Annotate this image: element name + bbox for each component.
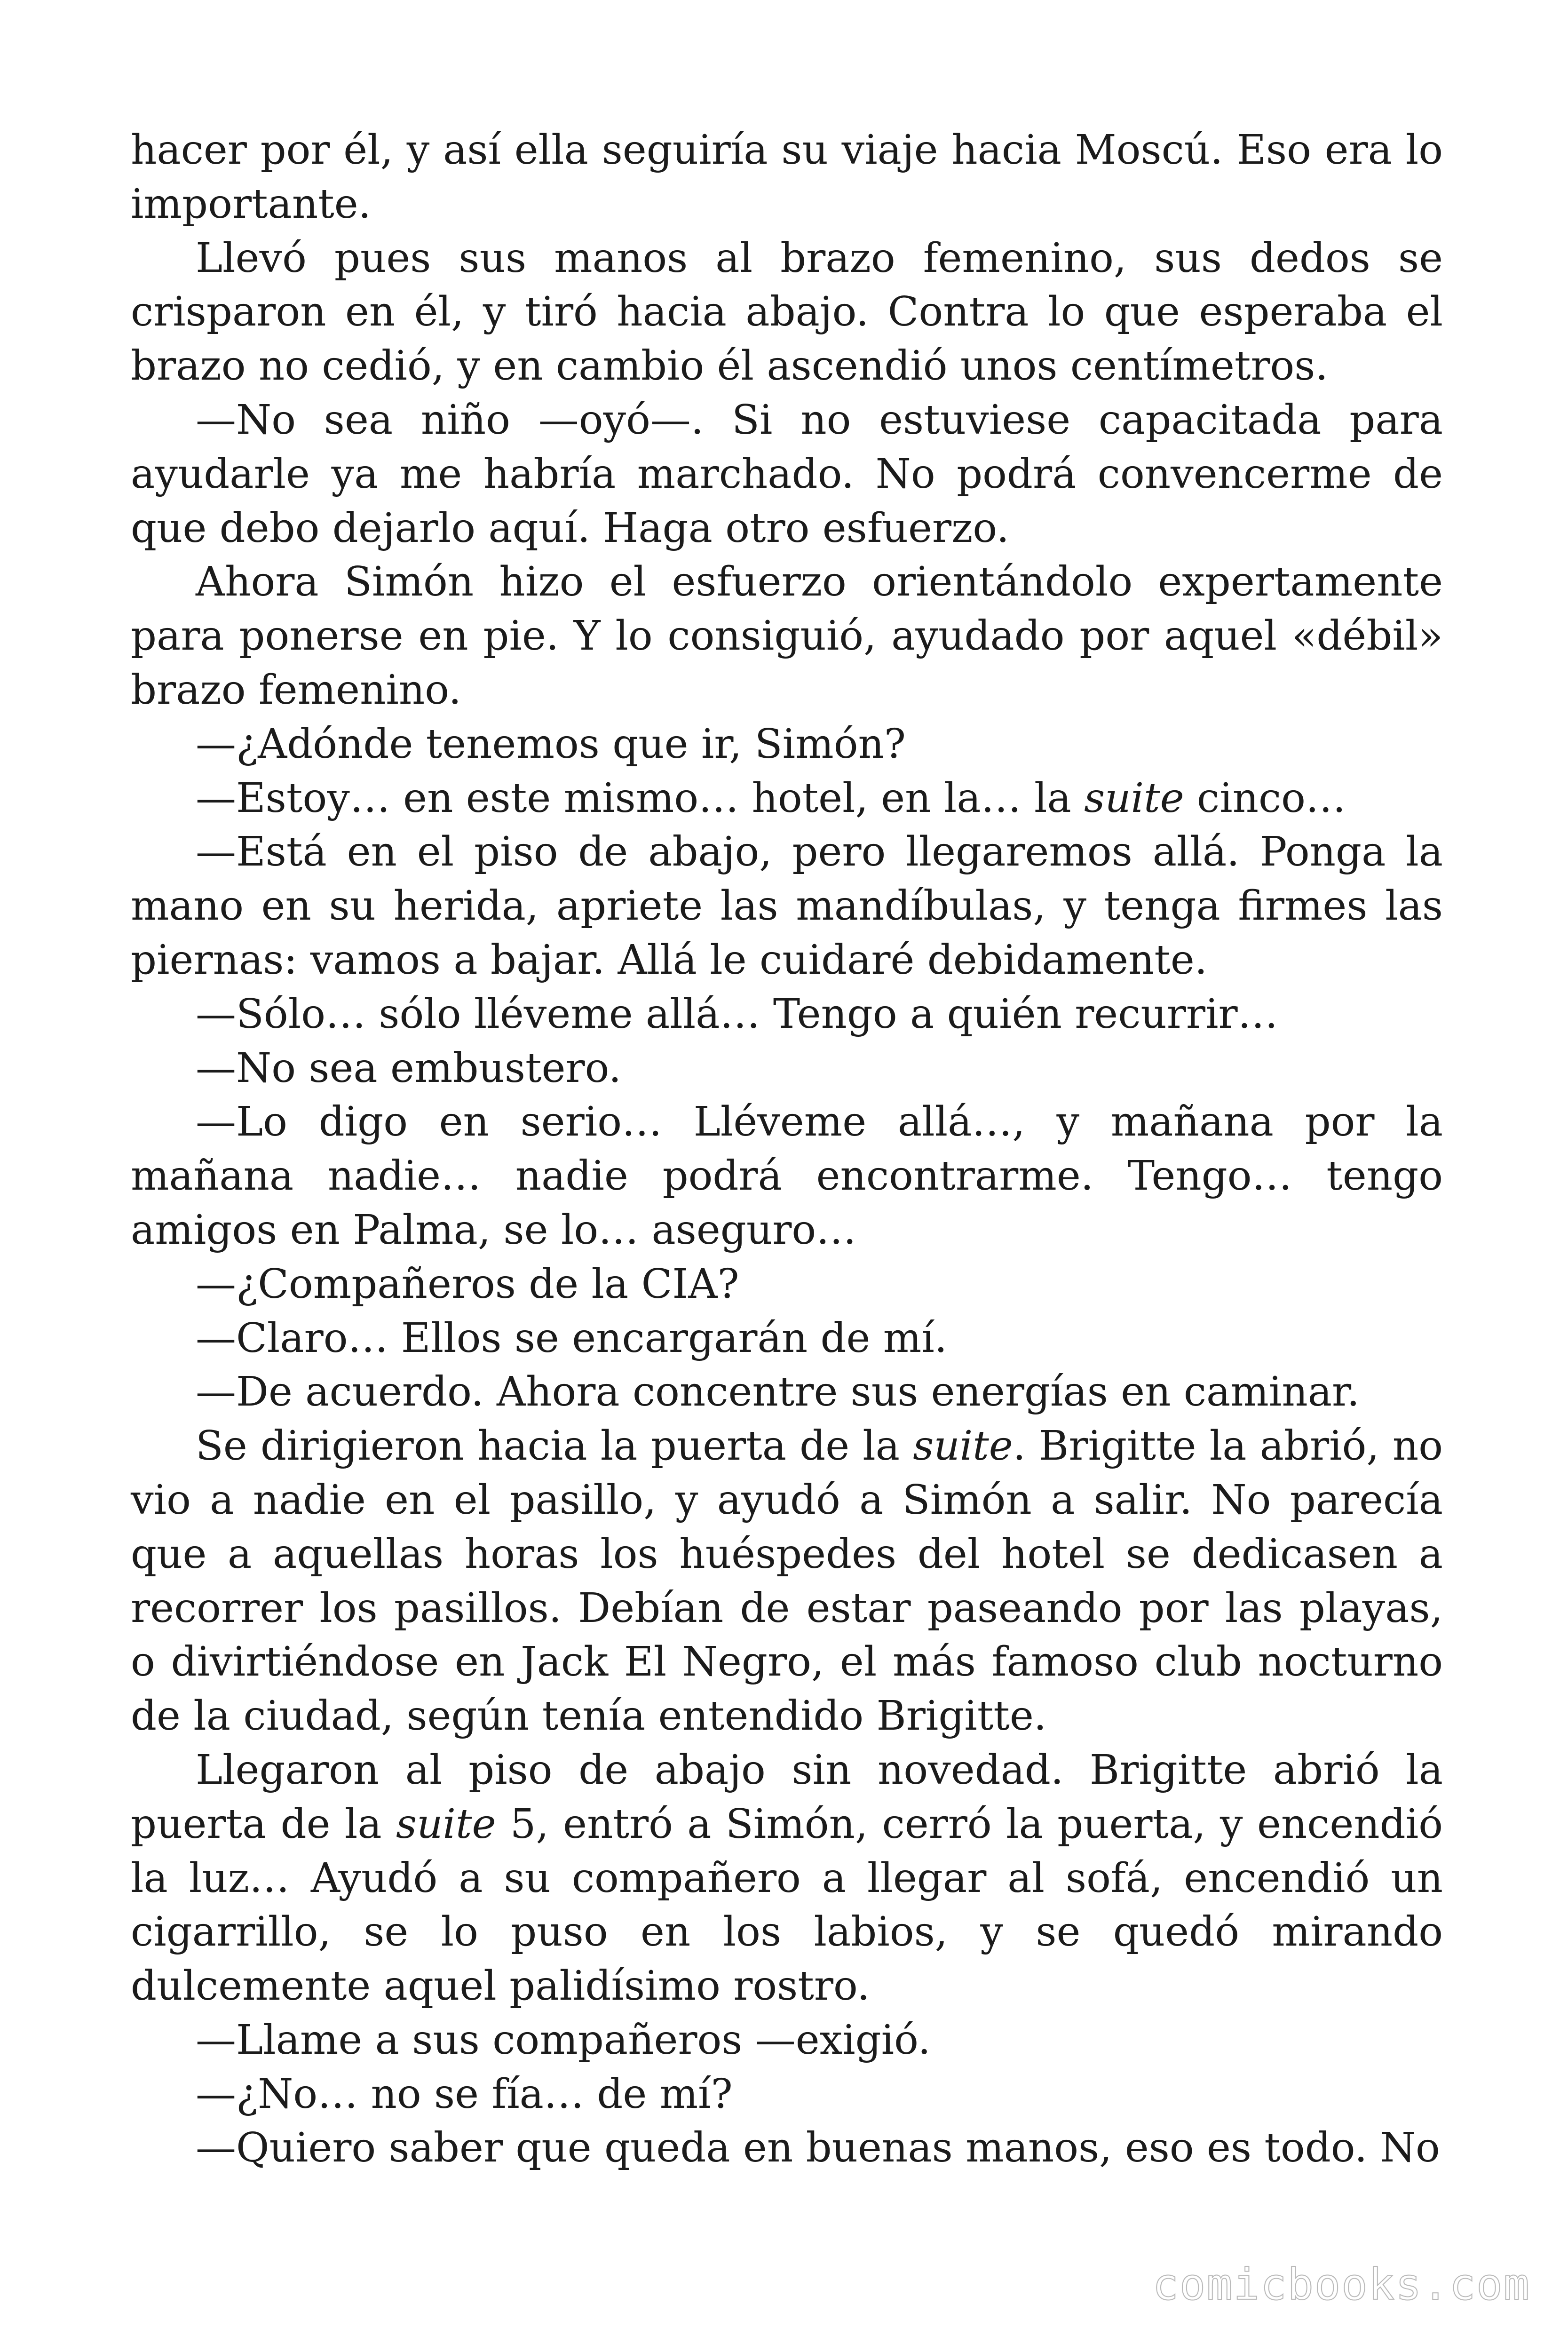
paragraph [131,2067,1443,2122]
italic-text: suite [913,1422,1013,1470]
paragraph [131,231,1443,393]
text-run: —Lo digo en serio… Lléveme allá…, y mañana por la mañana nadie… nadie podrá encontrarme. Tengo… tengo amigos en Palma, se lo… aseguro… [131,1098,1443,1254]
paragraph [131,555,1443,717]
text-run: —Estoy… en este mismo… hotel, en la… la [196,774,1085,822]
paragraph [131,123,1443,231]
paragraph [131,2013,1443,2067]
paragraph [131,1365,1443,1419]
text-run: hacer por él, y así ella seguiría su viaje hacia Moscú. Eso era lo importante. [131,127,1443,228]
paragraph [131,1095,1443,1257]
text-run: . Brigitte la abrió, no vio a nadie en el pasillo, y ayudó a Simón a salir. No parecía que a aquellas horas los huéspedes del hotel se dedicasen a recorrer los pasillos. Debían de estar paseando por las playas, o divirtiéndose en Jack El Negro, el más famoso club nocturno de la ciudad, según tenía entendido Brigitte. [131,1422,1443,1740]
text-run: —No sea embustero. [196,1044,622,1092]
text-run: —Quiero saber que queda en buenas manos, eso es todo. No [196,2124,1440,2172]
paragraph [131,717,1443,771]
text-run: —De acuerdo. Ahora concentre sus energías en caminar. [196,1368,1360,1416]
text-run: Llegaron al piso de abajo sin novedad. Brigitte abrió la puerta de la [131,1746,1443,1848]
text-run: Se dirigieron hacia la puerta de la [196,1422,913,1470]
text-run: —Llame a sus compañeros —exigió. [196,2016,931,2064]
paragraph [131,2121,1443,2175]
paragraph [131,987,1443,1041]
paragraph [131,1419,1443,1743]
paragraph [131,771,1443,826]
paragraph [131,1311,1443,1366]
text-run: —Sólo… sólo lléveme allá… Tengo a quién recurrir… [196,990,1278,1038]
italic-text: suite [396,1800,496,1848]
text-run: 5, entró a Simón, cerró la puerta, y encendió la luz… Ayudó a su compañero a llegar al sofá, encendió un cigarrillo, se lo puso en los labios, y se quedó mirando dulcemente aquel palidísimo rostro. [131,1800,1443,2010]
paragraph [131,825,1443,987]
text-run: Ahora Simón hizo el esfuerzo orientándolo expertamente para ponerse en pie. Y lo consiguió, ayudado por aquel «débil» brazo femenino. [131,558,1443,714]
paragraph [131,1257,1443,1311]
paragraph [131,1041,1443,1096]
text-run: —¿Adónde tenemos que ir, Simón? [196,720,906,768]
italic-text: suite [1084,774,1184,822]
watermark: comicbooks.com [1152,2259,1530,2310]
page-body-text [131,123,1443,2175]
text-run: Llevó pues sus manos al brazo femenino, sus dedos se crisparon en él, y tiró hacia abajo. Contra lo que esperaba el brazo no cedió, y en cambio él ascendió unos centímetros. [131,234,1443,390]
text-run: —¿No… no se fía… de mí? [196,2070,733,2118]
text-run: cinco… [1184,774,1346,822]
text-run: —Está en el piso de abajo, pero llegaremos allá. Ponga la mano en su herida, apriete las mandíbulas, y tenga firmes las piernas: vamos a bajar. Allá le cuidaré debidamente. [131,828,1443,984]
text-run: —Claro… Ellos se encargarán de mí. [196,1314,948,1362]
paragraph [131,1743,1443,2013]
text-run: —¿Compañeros de la CIA? [196,1260,739,1308]
text-run: —No sea niño —oyó—. Si no estuviese capacitada para ayudarle ya me habría marchado. No podrá convencerme de que debo dejarlo aquí. Haga otro esfuerzo. [131,396,1443,552]
paragraph [131,393,1443,555]
